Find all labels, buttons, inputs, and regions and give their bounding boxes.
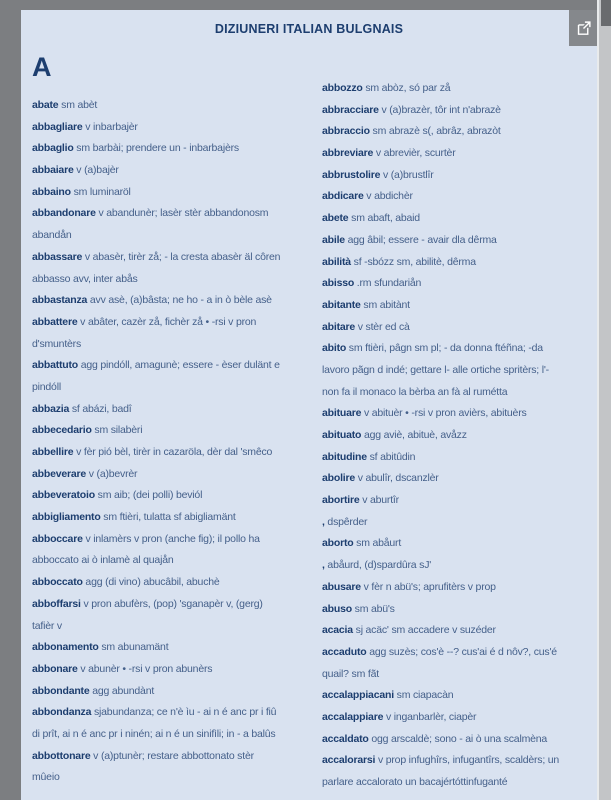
dictionary-entry-line bbox=[322, 295, 611, 317]
dictionary-entry-line bbox=[322, 707, 611, 729]
dictionary-entry-line bbox=[32, 269, 324, 291]
headword: abbeverare bbox=[32, 467, 87, 480]
definition-text: v abasèr, tirèr zå; - la cresta abasèr äl côren bbox=[82, 250, 281, 263]
dictionary-entry-line bbox=[322, 360, 611, 382]
right-column bbox=[322, 78, 611, 794]
dictionary-entry-line bbox=[322, 599, 611, 621]
headword: accaldato bbox=[322, 732, 369, 745]
headword: accaduto bbox=[322, 645, 367, 658]
headword: abboccare bbox=[32, 532, 83, 545]
dictionary-entry-line bbox=[322, 338, 611, 360]
headword: abboffarsi bbox=[32, 597, 81, 610]
headword: aborto bbox=[322, 537, 354, 550]
definition-text: agg aviè, abituè, avåzz bbox=[361, 429, 467, 441]
dictionary-entry-line bbox=[322, 78, 611, 100]
headword: abete bbox=[322, 212, 349, 225]
definition-text: quail? sm fãt bbox=[322, 667, 379, 680]
headword: abbellire bbox=[32, 446, 74, 458]
definition-text: di prît, ai n é anc pr i ninén; ai n é un sinifìli; in - a balûs bbox=[32, 727, 276, 740]
definition-text: v fèr pió bèl, tirèr in cazaröla, dèr dal 'smêco bbox=[73, 446, 273, 458]
headword: abusare bbox=[322, 580, 361, 593]
dictionary-entry-line bbox=[32, 138, 324, 160]
definition-text: parlare accalorato un bacajértóttinfuganté bbox=[322, 776, 508, 788]
dictionary-entry-line bbox=[32, 550, 324, 572]
dictionary-entry-line bbox=[32, 529, 324, 551]
definition-text: v abdichèr bbox=[363, 190, 413, 203]
headword: abbracciare bbox=[322, 103, 379, 116]
headword: abituare bbox=[322, 407, 362, 420]
definition-text: v aburtîr bbox=[359, 494, 399, 507]
open-external-button[interactable] bbox=[569, 10, 597, 46]
dictionary-entry-line bbox=[32, 203, 324, 225]
definition-text: v (a)ptunèr; restare abbottonato stèr bbox=[90, 749, 254, 762]
dictionary-entry-line bbox=[32, 442, 324, 464]
definition-text: sm abèt bbox=[58, 99, 98, 111]
dictionary-entry-line bbox=[32, 377, 324, 399]
dictionary-entry-line bbox=[32, 659, 324, 681]
headword: abbaino bbox=[32, 185, 71, 198]
definition-text: agg suzès; cos'è --? cus'ai é d nôv?, cus'é bbox=[366, 645, 557, 658]
headword: abdicare bbox=[322, 190, 364, 203]
dictionary-entry-line bbox=[322, 252, 611, 274]
dictionary-entry-line bbox=[322, 447, 611, 469]
headword: abisso bbox=[322, 277, 355, 290]
headword: abbandonare bbox=[32, 207, 96, 220]
definition-text: abbasso avv, inter abås bbox=[32, 272, 138, 285]
dictionary-entry-line bbox=[322, 533, 611, 555]
dictionary-entry-line bbox=[32, 290, 324, 312]
definition-text: lavoro pãgn d indé; gettare l- alle ortiche spritèrs; l'- bbox=[322, 363, 549, 376]
dictionary-entry-line bbox=[322, 577, 611, 599]
definition-text: sf -sbózz sm, abilitè, dêrma bbox=[350, 255, 476, 268]
dictionary-entry-line bbox=[322, 555, 611, 577]
definition-text: v abituèr • -rsi v pron avièrs, abituèrs bbox=[361, 407, 527, 420]
definition-text: d'smuntèrs bbox=[32, 337, 82, 350]
definition-text: sm barbài; prendere un - inbarbajèrs bbox=[73, 142, 239, 155]
definition-text: v inlamèrs v pron (anche fig); il pollo ha bbox=[82, 532, 260, 545]
headword: abolire bbox=[322, 472, 356, 485]
headword: abitante bbox=[322, 298, 361, 311]
definition-text: sm aib; (dei polli) beviól bbox=[94, 489, 203, 502]
definition-text: sjabundanza; ce n'è ìu - ai n é anc pr i fiû bbox=[91, 706, 277, 719]
definition-text: abboccato ai ò inlamè al quajån bbox=[32, 554, 174, 567]
definition-text: dspêrder bbox=[324, 515, 368, 528]
dictionary-entry-line bbox=[322, 165, 611, 187]
dictionary-entry-line bbox=[32, 225, 324, 247]
left-column bbox=[32, 95, 324, 789]
headword: abbondante bbox=[32, 684, 90, 697]
dictionary-entry-line bbox=[322, 273, 611, 295]
headword: abortire bbox=[322, 494, 360, 507]
dictionary-entry-line bbox=[322, 468, 611, 490]
definition-text: sm luminaröl bbox=[70, 185, 131, 198]
headword: abbaiare bbox=[32, 164, 74, 177]
definition-text: agg âbil; essere - avair dla dêrma bbox=[344, 233, 497, 246]
headword: abbonamento bbox=[32, 641, 99, 654]
headword: abilità bbox=[322, 255, 351, 268]
definition-text: avv asè, (a)bâsta; ne ho - a in ò bèle asè bbox=[87, 294, 272, 307]
definition-text: pindóll bbox=[32, 380, 61, 393]
page-title: DIZIUNERI ITALIAN BULGNAIS bbox=[214, 22, 404, 36]
dictionary-entry-line bbox=[322, 382, 611, 404]
dictionary-entry-line bbox=[32, 399, 324, 421]
definition-text: v inbarbajèr bbox=[82, 120, 138, 133]
dictionary-entry-line bbox=[322, 664, 611, 686]
headword: abbattuto bbox=[32, 359, 79, 372]
dictionary-entry-line bbox=[322, 729, 611, 751]
dictionary-entry-line bbox=[32, 312, 324, 334]
definition-text: sm abåurt bbox=[353, 537, 402, 550]
dictionary-entry-line bbox=[322, 642, 611, 664]
headword: abitudine bbox=[322, 450, 367, 463]
dictionary-entry-line bbox=[32, 334, 324, 356]
definition-text: sm abitànt bbox=[360, 298, 410, 311]
definition-text: agg pindóll, amagunè; essere - èser dulänt e bbox=[78, 359, 280, 372]
dictionary-entry-line bbox=[322, 772, 611, 794]
dictionary-entry-line bbox=[32, 160, 324, 182]
headword: abituato bbox=[322, 429, 362, 441]
dictionary-entry-line bbox=[322, 208, 611, 230]
dictionary-entry-line bbox=[32, 572, 324, 594]
headword: accalorarsi bbox=[322, 754, 376, 767]
dictionary-entry-line bbox=[32, 247, 324, 269]
headword: abbassare bbox=[32, 250, 83, 263]
definition-text: sm abunamänt bbox=[98, 641, 169, 654]
definition-text: sm abrazè s(, abrâz, abrazòt bbox=[369, 125, 501, 138]
definition-text: v inganbarlèr, ciapèr bbox=[383, 710, 477, 723]
section-letter: A bbox=[32, 52, 52, 82]
definition-text: sj acäc' sm accadere v suzéder bbox=[352, 624, 496, 637]
definition-text: v fèr n abü's; aprufitèrs v prop bbox=[360, 580, 496, 593]
dictionary-entry-line bbox=[322, 403, 611, 425]
dictionary-entry-line bbox=[322, 512, 611, 534]
definition-text: sf abázi, badî bbox=[69, 402, 132, 415]
dictionary-entry-line bbox=[32, 724, 324, 746]
headword: abbeveratoio bbox=[32, 489, 95, 502]
definition-text: tafièr v bbox=[32, 619, 62, 632]
definition-text: v stèr ed cà bbox=[355, 320, 410, 333]
dictionary-entry-line bbox=[322, 750, 611, 772]
definition-text: v pron abufèrs, (pop) 'sganapèr v, (gerg) bbox=[80, 597, 263, 610]
definition-text: ogg arscaldè; sono - ai ò una scalmèna bbox=[368, 732, 548, 745]
dictionary-entry-line bbox=[32, 464, 324, 486]
definition-text: sm ftièri, pâgn sm pl; - da donna ftéñna; -da bbox=[346, 342, 543, 355]
dictionary-page bbox=[21, 10, 597, 800]
dictionary-entry-line bbox=[322, 121, 611, 143]
definition-text: agg (di vino) abucâbil, abuchè bbox=[82, 576, 220, 589]
dictionary-entry-line bbox=[32, 616, 324, 638]
headword: abbattere bbox=[32, 315, 78, 328]
headword: abbastanza bbox=[32, 294, 88, 307]
definition-text: sm abaft, abaid bbox=[348, 212, 420, 225]
headword: abbottonare bbox=[32, 749, 91, 762]
definition-text: v abrevièr, scurtèr bbox=[373, 147, 456, 160]
headword: , bbox=[322, 559, 325, 572]
scrollbar[interactable] bbox=[597, 0, 611, 800]
headword: abuso bbox=[322, 602, 352, 615]
dictionary-entry-line bbox=[322, 100, 611, 122]
dictionary-entry-line bbox=[32, 355, 324, 377]
headword: accalappiare bbox=[322, 710, 384, 723]
dictionary-entry-line bbox=[322, 186, 611, 208]
dictionary-entry-line bbox=[322, 425, 611, 447]
dictionary-entry-line bbox=[32, 767, 324, 789]
definition-text: v abunèr • -rsi v pron abunèrs bbox=[77, 662, 213, 675]
dictionary-entry-line bbox=[32, 485, 324, 507]
definition-text: .rm sfundariån bbox=[354, 277, 422, 290]
definition-text: abandån bbox=[32, 229, 72, 242]
definition-text: v (a)bevrèr bbox=[86, 467, 138, 480]
headword: abbraccio bbox=[322, 125, 370, 138]
headword: abbaglio bbox=[32, 142, 74, 155]
headword: acacia bbox=[322, 624, 353, 637]
headword: abbecedario bbox=[32, 424, 92, 437]
definition-text: abåurd, (d)spardûra sJ' bbox=[324, 559, 432, 572]
dictionary-entry-line bbox=[32, 746, 324, 768]
definition-text: sm ftièri, tulatta sf abigliamänt bbox=[100, 511, 236, 524]
external-link-icon bbox=[575, 20, 592, 37]
headword: abbazia bbox=[32, 402, 70, 415]
definition-text: sf abitûdin bbox=[366, 450, 416, 463]
headword: abbozzo bbox=[322, 82, 363, 94]
dictionary-entry-line bbox=[322, 490, 611, 512]
definition-text: v abulîr, dscanzlèr bbox=[355, 472, 439, 485]
headword: abbagliare bbox=[32, 120, 83, 133]
scrollbar-thumb[interactable] bbox=[601, 0, 611, 26]
definition-text: v abandunèr; lasèr stèr abbandonosm bbox=[95, 207, 269, 220]
dictionary-entry-line bbox=[32, 594, 324, 616]
definition-text: sm abòz, só par zå bbox=[362, 82, 451, 94]
dictionary-entry-line bbox=[32, 117, 324, 139]
dictionary-entry-line bbox=[322, 317, 611, 339]
headword: abboccato bbox=[32, 576, 83, 589]
definition-text: sm silabèri bbox=[91, 424, 143, 437]
headword: accalappiacani bbox=[322, 689, 394, 702]
dictionary-entry-line bbox=[32, 681, 324, 703]
definition-text: sm ciapacàn bbox=[393, 689, 454, 702]
dictionary-entry-line bbox=[32, 182, 324, 204]
headword: abito bbox=[322, 342, 347, 355]
headword: abile bbox=[322, 233, 345, 246]
definition-text: non fa il monaco la bèrba an fà al rumétta bbox=[322, 385, 508, 398]
dictionary-entry-line bbox=[322, 143, 611, 165]
headword: abbreviare bbox=[322, 147, 374, 160]
definition-text: v (a)brazèr, tôr int n'abrazè bbox=[378, 103, 501, 116]
definition-text: sm abü's bbox=[351, 602, 395, 615]
dictionary-entry-line bbox=[322, 685, 611, 707]
definition-text: v abâter, cazèr zå, fichèr zå • -rsi v pron bbox=[77, 315, 257, 328]
dictionary-entry-line bbox=[32, 702, 324, 724]
headword: abitare bbox=[322, 320, 356, 333]
headword: abbigliamento bbox=[32, 511, 101, 524]
definition-text: v (a)bajèr bbox=[73, 164, 119, 177]
headword: , bbox=[322, 515, 325, 528]
definition-text: v prop infughîrs, infugantîrs, scaldèrs; un bbox=[375, 754, 560, 767]
headword: abbrustolire bbox=[322, 168, 381, 181]
headword: abate bbox=[32, 99, 59, 111]
headword: abbonare bbox=[32, 662, 78, 675]
dictionary-entry-line bbox=[32, 507, 324, 529]
definition-text: mûeio bbox=[32, 771, 60, 784]
dictionary-entry-line bbox=[322, 230, 611, 252]
dictionary-entry-line bbox=[32, 95, 324, 117]
dictionary-entry-line bbox=[322, 620, 611, 642]
headword: abbondanza bbox=[32, 706, 92, 719]
definition-text: v (a)brustlîr bbox=[380, 168, 434, 181]
dictionary-entry-line bbox=[32, 420, 324, 442]
definition-text: agg abundànt bbox=[89, 684, 155, 697]
dictionary-entry-line bbox=[32, 637, 324, 659]
